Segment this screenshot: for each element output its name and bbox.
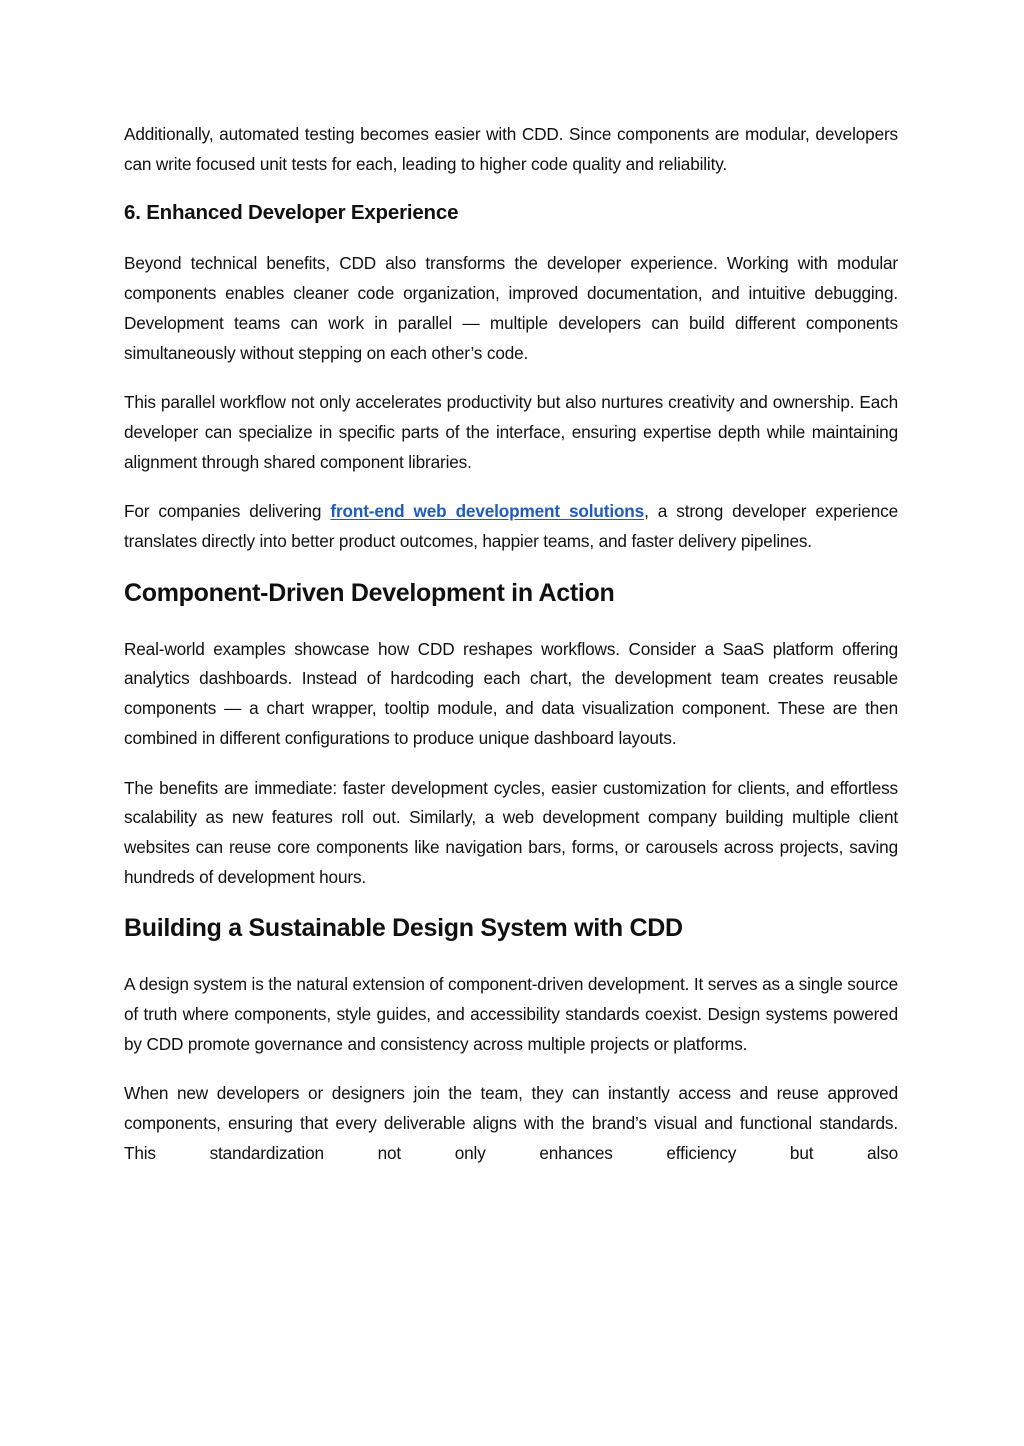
- front-end-solutions-link[interactable]: front-end web development solutions: [330, 501, 645, 522]
- heading-sustainable-design-system: Building a Sustainable Design System with CDD: [124, 914, 683, 943]
- paragraph-parallel-workflow: This parallel workflow not only accelerates productivity but also nurtures creativity and ownership. Each developer can specialize in specific parts of the interface, ensuring expertise depth while maintaining alignment through shared component libraries.: [124, 392, 898, 472]
- paragraph-benefits-immediate: The benefits are immediate: faster development cycles, easier customization for clients, and effortless scalability as new features roll out. Similarly, a web development company building multiple client websites can reuse core components like navigation bars, forms, or carousels across projects, saving hundreds of development hours.: [124, 777, 898, 887]
- paragraph-real-world-examples: Real-world examples showcase how CDD reshapes workflows. Consider a SaaS platform offering analytics dashboards. Instead of hardcoding each chart, the development team creates reusable components — a chart wrapper, tooltip module, and data visualization component. These are then combined in different configurations to produce unique dashboard layouts.: [124, 638, 898, 748]
- paragraph-text-before-link: For companies delivering: [124, 501, 331, 522]
- paragraph-automated-testing: Additionally, automated testing becomes easier with CDD. Since components are modular, developers can write focused unit tests for each, leading to higher code quality and reliability.: [124, 124, 898, 174]
- paragraph-new-developers: When new developers or designers join the team, they can instantly access and reuse approved components, ensuring that every deliverable aligns with the brand’s visual and functional standards. This standardization not only enhances efficiency but also: [124, 1083, 898, 1163]
- heading-cdd-in-action: Component-Driven Development in Action: [124, 578, 615, 607]
- paragraph-companies-delivering: [124, 497, 898, 556]
- paragraph-text-after-link: , a strong developer experience translates directly into better product outcomes, happier teams, and faster delivery pipelines.: [124, 501, 898, 552]
- paragraph-developer-experience: Beyond technical benefits, CDD also transforms the developer experience. Working with modular components enables cleaner code organization, improved documentation, and intuitive debugging. Development teams can work in parallel — multiple developers can build different components simultaneously without stepping on each other’s code.: [124, 253, 898, 363]
- document-page: [124, 120, 898, 1189]
- paragraph-design-system: A design system is the natural extension of component-driven development. It serves as a single source of truth where components, style guides, and accessibility standards coexist. Design systems powered by CDD promote governance and consistency across multiple projects or platforms.: [124, 974, 898, 1054]
- heading-enhanced-developer-experience: 6. Enhanced Developer Experience: [124, 201, 459, 225]
